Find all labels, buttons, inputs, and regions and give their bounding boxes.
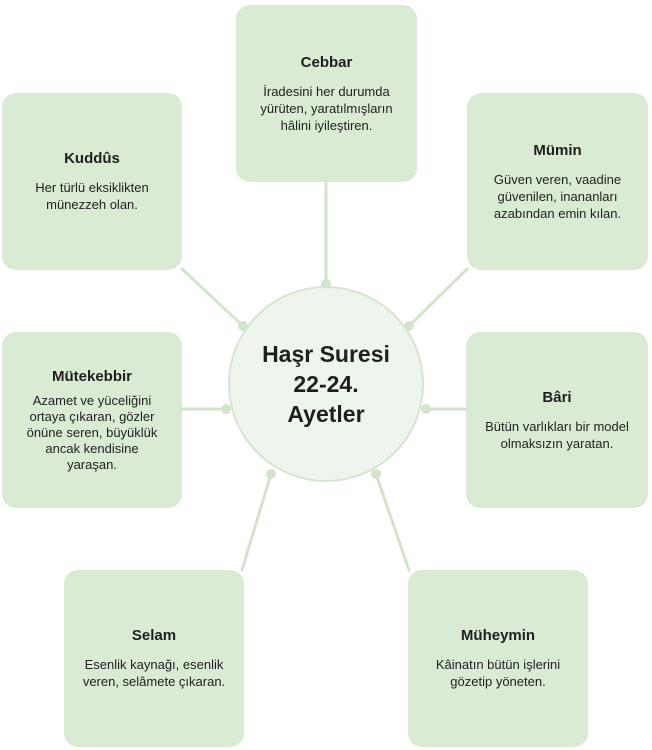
- desc-line: Kâinatın bütün işlerini: [435, 657, 561, 672]
- node-desc-cebbar: [260, 83, 392, 134]
- desc-line: hâlini iyileştiren.: [280, 117, 373, 133]
- center-title-line-1: Haşr Suresi: [262, 341, 390, 367]
- desc-line: önüne seren, büyüklük: [26, 424, 158, 440]
- node-card-muheymin: [408, 570, 588, 747]
- node-title-mumin: Mümin: [533, 141, 582, 159]
- node-card-mumin: [467, 93, 648, 270]
- desc-line: gözetip yöneten.: [450, 674, 546, 689]
- desc-line: Her türlü eksiklikten: [35, 180, 149, 195]
- center-title-line-2: 22-24.: [293, 371, 359, 397]
- node-title-selam: Selam: [131, 627, 177, 644]
- node-desc-mumin: [494, 171, 621, 222]
- node-title-kuddus: Kuddûs: [64, 150, 120, 167]
- node-card-mutekebbir: [2, 332, 182, 508]
- node-card-selam: [64, 570, 244, 747]
- desc-line: ancak kendisine: [45, 440, 139, 456]
- node-card-kuddus: [2, 93, 182, 270]
- node-card-cebbar: [236, 5, 417, 182]
- desc-line: ortaya çıkaran, gözler: [29, 408, 155, 424]
- desc-line: Azamet ve yüceliğini: [32, 392, 152, 408]
- node-desc-selam: [83, 656, 225, 690]
- desc-line: Güven veren, vaadine: [493, 171, 622, 187]
- node-desc-bari: [485, 418, 629, 452]
- desc-line: münezzeh olan.: [46, 197, 138, 212]
- desc-line: yürüten, yaratılmışların: [260, 100, 393, 116]
- node-card-bari: [466, 332, 648, 508]
- desc-line: olmaksızın yaratan.: [500, 435, 614, 451]
- center-title: [241, 339, 411, 429]
- desc-line: veren, selâmete çıkaran.: [82, 674, 226, 689]
- desc-line: İradesini her durumda: [263, 83, 390, 99]
- node-title-muheymin: Müheymin: [460, 627, 536, 644]
- desc-line: Bütün varlıkları bir model: [485, 418, 629, 434]
- desc-line: azabından emin kılan.: [493, 205, 622, 221]
- node-title-bari: Bâri: [542, 388, 572, 406]
- node-title-mutekebbir: Mütekebbir: [51, 367, 132, 385]
- node-desc-kuddus: [35, 179, 148, 213]
- node-title-cebbar: Cebbar: [300, 53, 353, 71]
- node-desc-muheymin: [436, 656, 560, 690]
- desc-line: Esenlik kaynağı, esenlik: [84, 657, 224, 672]
- desc-line: yaraşan.: [67, 456, 117, 472]
- node-desc-mutekebbir: [27, 393, 158, 473]
- center-circle: [228, 286, 424, 482]
- center-title-line-3: Ayetler: [287, 401, 365, 427]
- desc-line: güvenilen, inananları: [497, 188, 618, 204]
